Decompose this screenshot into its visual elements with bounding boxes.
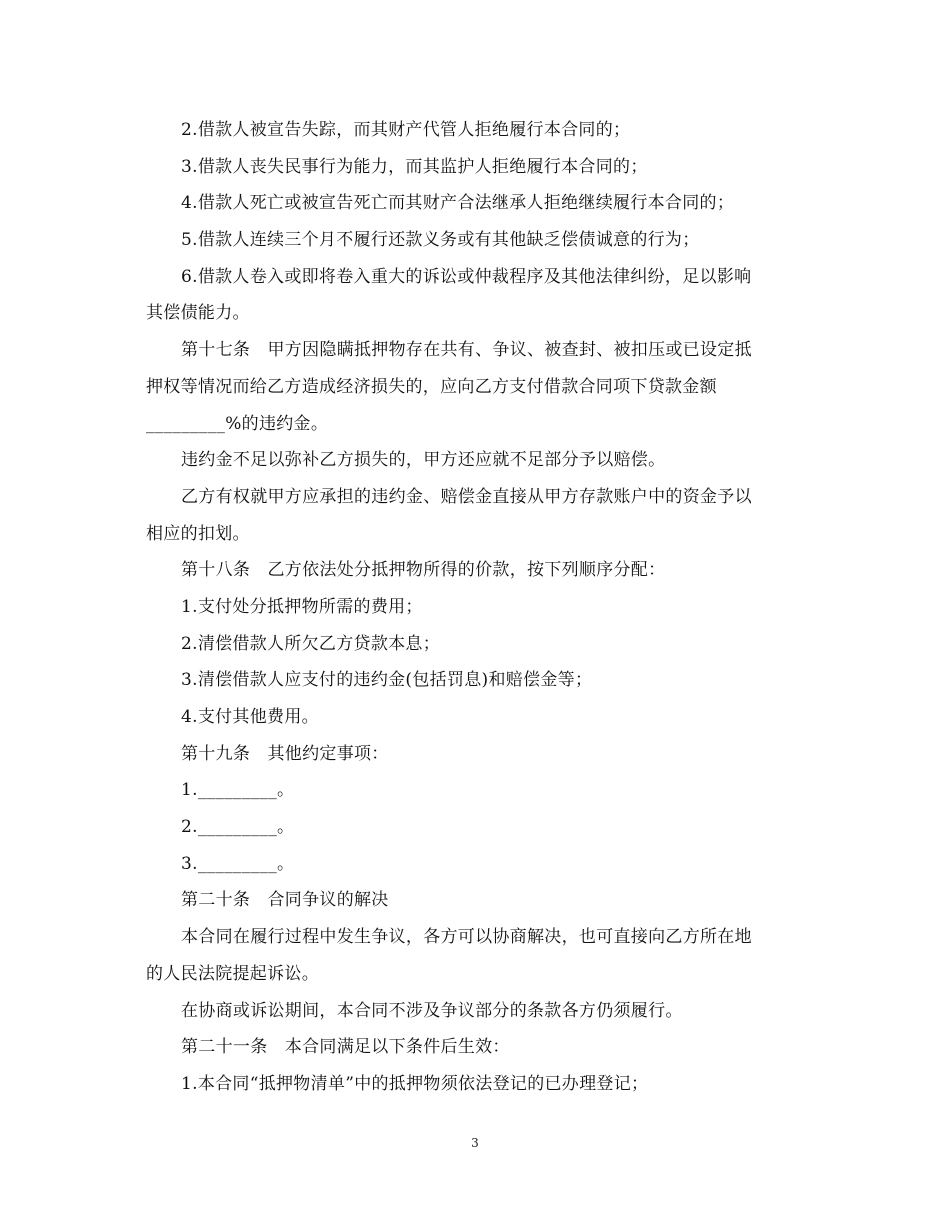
text-line: 第十九条 其他约定事项： [181,743,389,764]
text-line: 其偿债能力。 [146,303,250,324]
text-line: 2._________。 [181,817,295,838]
text-line: 2.借款人被宣告失踪，而其财产代管人拒绝履行本合同的； [181,120,631,140]
text-line: 相应的扣划。 [146,523,250,544]
text-line: _________%的违约金。 [146,413,329,434]
text-line: 第十八条 乙方依法处分抵押物所得的价款，按下列顺序分配： [181,560,666,581]
text-line: 6.借款人卷入或即将卷入重大的诉讼或仲裁程序及其他法律纠纷，足以影响 [181,266,752,287]
text-line: 在协商或诉讼期间，本合同不涉及争议部分的条款各方仍须履行。 [181,1000,683,1021]
text-line: 乙方有权就甲方应承担的违约金、赔偿金直接从甲方存款账户中的资金予以 [181,486,752,507]
text-line: 1.支付处分抵押物所需的费用； [181,596,423,617]
text-line: 违约金不足以弥补乙方损失的，甲方还应就不足部分予以赔偿。 [181,450,666,471]
text-line: 第十七条 甲方因隐瞒抵押物存在共有、争议、被查封、被扣压或已设定抵 [181,340,752,361]
page-number: 3 [471,1136,479,1150]
text-line: 的人民法院提起诉讼。 [146,963,319,984]
text-line: 3.借款人丧失民事行为能力，而其监护人拒绝履行本合同的； [181,156,648,177]
text-line: 4.支付其他费用。 [181,707,319,727]
text-line: 第二十条 合同争议的解决 [181,890,389,911]
text-line: 第二十一条 本合同满足以下条件后生效： [181,1037,510,1058]
text-line: 1._________。 [181,780,295,801]
text-line: 3._________。 [181,853,295,874]
text-line: 2.清偿借款人所欠乙方贷款本息； [181,633,441,654]
text-line: 1.本合同“抵押物清单”中的抵押物须依法登记的已办理登记； [181,1073,649,1094]
text-line: 3.清偿借款人应支付的违约金(包括罚息)和赔偿金等； [181,670,593,691]
text-line: 本合同在履行过程中发生争议，各方可以协商解决，也可直接向乙方所在地 [181,927,752,948]
text-line: 押权等情况而给乙方造成经济损失的，应向乙方支付借款合同项下贷款金额 [146,376,717,397]
text-line: 5.借款人连续三个月不履行还款义务或有其他缺乏偿债诚意的行为； [181,230,700,251]
text-line: 4.借款人死亡或被宣告死亡而其财产合法继承人拒绝继续履行本合同的； [181,193,735,214]
document-body [146,112,806,1103]
